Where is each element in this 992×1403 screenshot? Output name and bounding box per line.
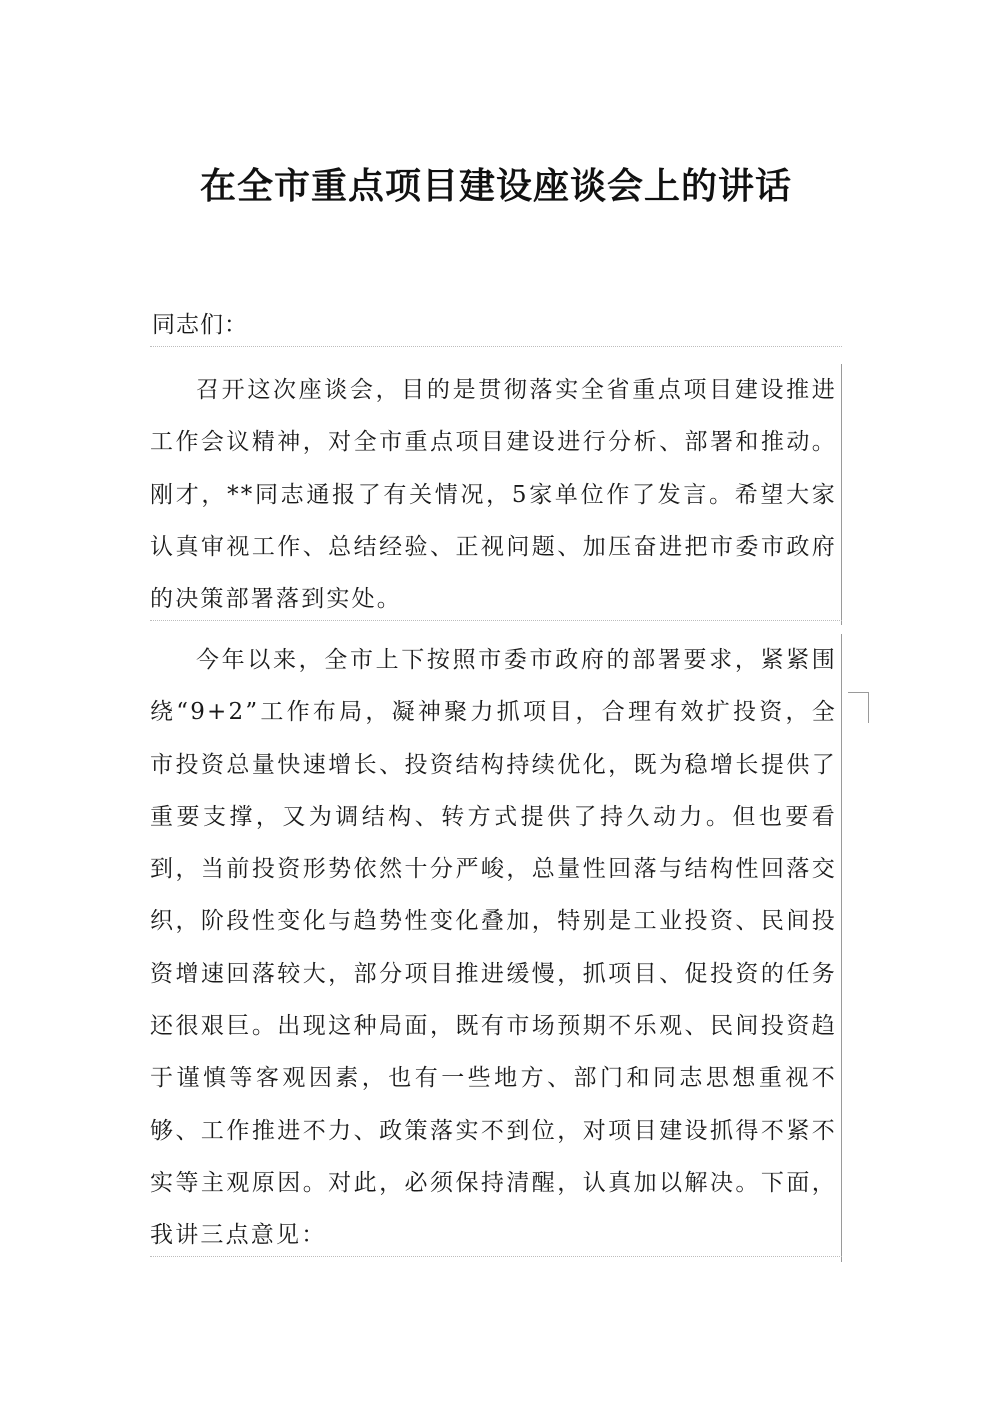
body-paragraph: 今年以来，全市上下按照市委市政府的部署要求，紧紧围绕“9+2”工作布局，凝神聚力抓项目，合理有效扩投资，全市投资总量快速增长、投资结构持续优化，既为稳增长提供了重要支撑，又为调结构、转方式提供了持久动力。但也要看到，当前投资形势依然十分严峻，总量性回落与结构性回落交织，阶段性变化与趋势性变化叠加，特别是工业投资、民间投资增速回落较大，部分项目推进缓慢，抓项目、促投资的任务还很艰巨。出现这种局面，既有市场预期不乐观、民间投资趋于谨慎等客观因素，也有一些地方、部门和同志思想重视不够、工作推进不力、政策落实不到位，对项目建设抓得不紧不实等主观原因。对此，必须保持清醒，认真加以解决。下面，我讲三点意见：: [150, 634, 842, 1262]
body-paragraph: 召开这次座谈会，目的是贯彻落实全省重点项目建设推进工作会议精神，对全市重点项目建设进行分析、部署和推动。刚才，**同志通报了有关情况，5家单位作了发言。希望大家认真审视工作、总结经验、正视问题、加压奋进把市委市政府的决策部署落到实处。: [150, 364, 842, 625]
salutation: 同志们：: [152, 312, 248, 338]
document-title: 在全市重点项目建设座谈会上的讲话: [199, 165, 792, 207]
divider: [150, 346, 842, 347]
margin-bracket-mark: [848, 692, 869, 723]
divider: [150, 620, 842, 621]
divider: [150, 1256, 842, 1257]
